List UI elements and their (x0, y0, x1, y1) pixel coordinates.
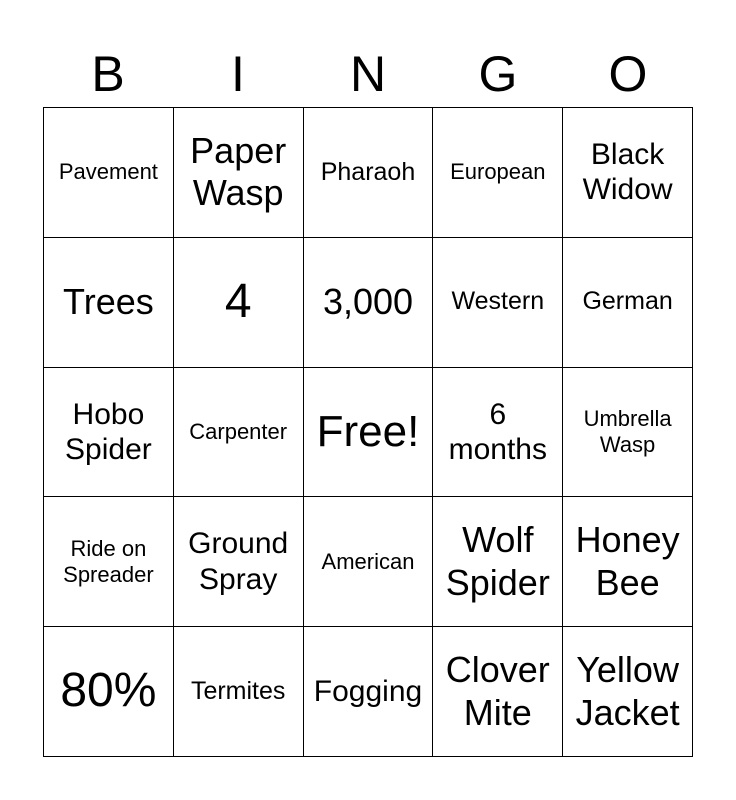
cell-text: 6 months (448, 397, 547, 466)
cell-text: Black Widow (582, 138, 673, 207)
header-letter-n: N (349, 46, 387, 102)
bingo-cell[interactable] (44, 368, 174, 498)
bingo-card (43, 107, 693, 757)
cell-text: 4 (224, 274, 252, 328)
bingo-cell[interactable] (304, 497, 434, 627)
bingo-cell[interactable] (174, 368, 304, 498)
cell-text: Paper Wasp (190, 129, 287, 214)
bingo-cell[interactable] (563, 108, 693, 238)
free-space[interactable] (304, 368, 434, 498)
header-letter-b: B (91, 46, 125, 102)
cell-text: Ride on Spreader (63, 535, 154, 587)
cell-text: Trees (63, 280, 154, 322)
bingo-header (43, 44, 693, 104)
cell-text: Wolf Spider (445, 519, 550, 603)
bingo-cell[interactable] (174, 108, 304, 238)
bingo-cell[interactable] (304, 238, 434, 368)
bingo-cell[interactable] (174, 497, 304, 627)
cell-text: 80% (60, 664, 157, 718)
cell-text: Ground Spray (188, 527, 289, 596)
cell-text: Termites (190, 676, 286, 705)
bingo-cell[interactable] (563, 497, 693, 627)
cell-text: Yellow Jacket (575, 649, 680, 733)
bingo-cell[interactable] (304, 108, 434, 238)
cell-text: Free! (316, 407, 420, 457)
cell-text: 3,000 (322, 280, 414, 322)
bingo-cell[interactable] (304, 627, 434, 757)
bingo-cell[interactable] (44, 627, 174, 757)
bingo-cell[interactable] (563, 368, 693, 498)
header-letter-g: G (478, 46, 518, 102)
cell-text: Pavement (58, 159, 158, 185)
bingo-cell[interactable] (433, 627, 563, 757)
bingo-cell[interactable] (563, 627, 693, 757)
cell-text: Umbrella Wasp (583, 406, 672, 457)
cell-text: Clover Mite (445, 649, 550, 733)
bingo-cell[interactable] (44, 497, 174, 627)
cell-text: Honey Bee (575, 519, 680, 603)
cell-text: Pharaoh (320, 157, 416, 186)
bingo-cell[interactable] (563, 238, 693, 368)
bingo-cell[interactable] (174, 627, 304, 757)
bingo-cell[interactable] (174, 238, 304, 368)
cell-text: American (321, 548, 415, 574)
header-letter-i: I (231, 46, 245, 102)
cell-text: Western (451, 287, 545, 316)
bingo-cell[interactable] (44, 108, 174, 238)
cell-text: Carpenter (189, 419, 288, 445)
bingo-cell[interactable] (44, 238, 174, 368)
cell-text: German (582, 287, 673, 316)
cell-text: Hobo Spider (65, 397, 152, 466)
bingo-cell[interactable] (433, 238, 563, 368)
bingo-cell[interactable] (433, 368, 563, 498)
header-letter-o: O (608, 46, 648, 102)
bingo-cell[interactable] (433, 108, 563, 238)
cell-text: European (450, 159, 546, 185)
cell-text: Fogging (313, 674, 423, 708)
bingo-cell[interactable] (433, 497, 563, 627)
